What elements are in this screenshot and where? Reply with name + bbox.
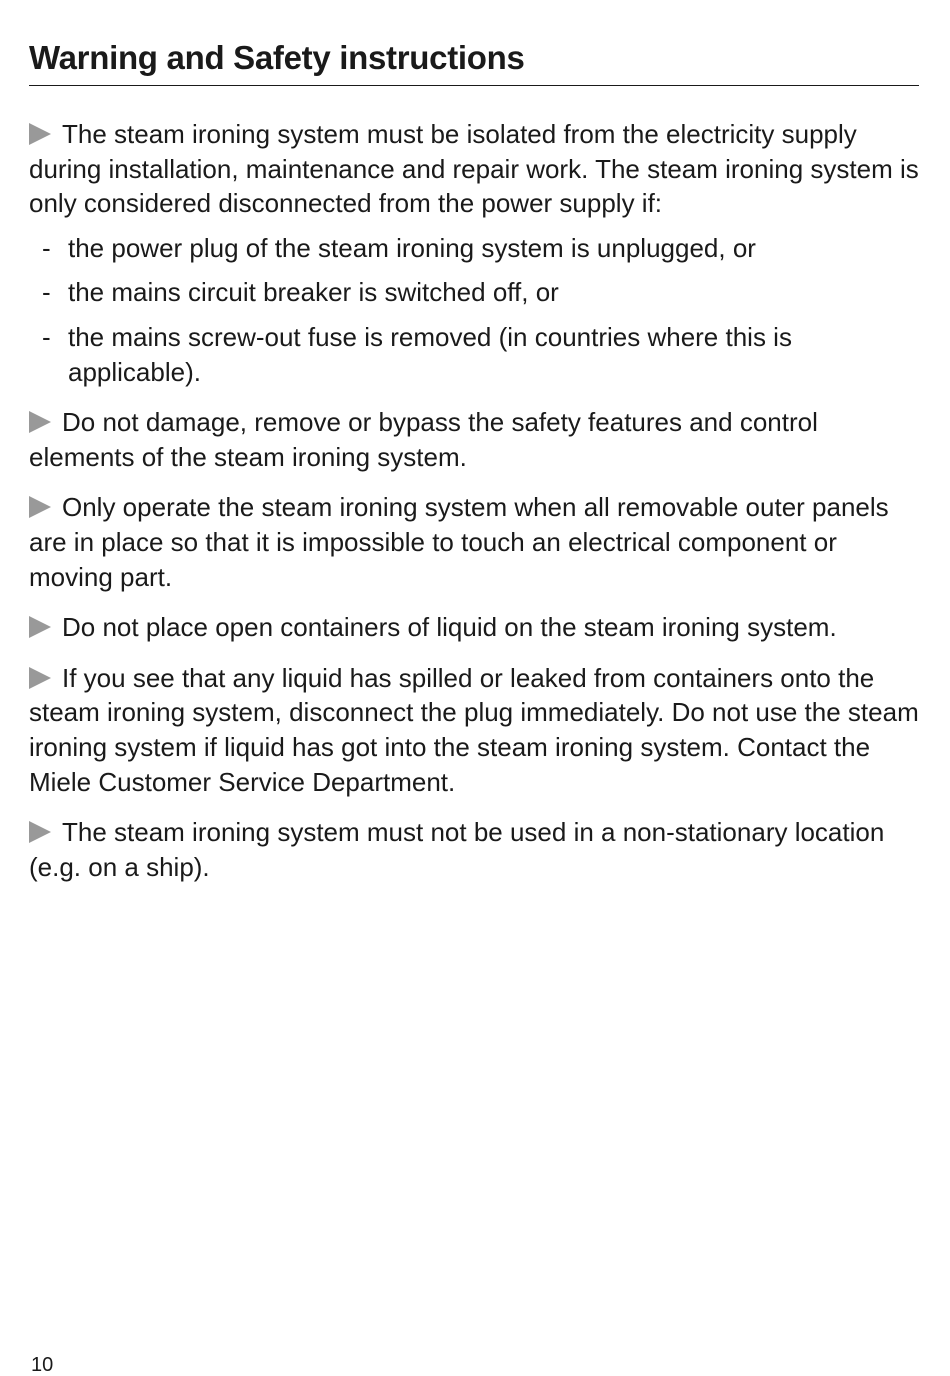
- list-dash: -: [42, 277, 51, 308]
- triangle-bullet-icon: [29, 667, 51, 689]
- triangle-bullet-icon: [29, 616, 51, 638]
- instruction-paragraph: [29, 815, 919, 884]
- instruction-text: The steam ironing system must not be used in a non-stationary location (e.g. on a ship).: [29, 817, 885, 882]
- instruction-paragraph: [29, 661, 919, 799]
- list-item-text: the power plug of the steam ironing system is unplugged, or: [68, 232, 756, 263]
- triangle-bullet-icon: [29, 123, 51, 145]
- page-number: 10: [31, 1354, 54, 1376]
- list-item: [29, 231, 919, 266]
- instruction-text: Do not damage, remove or bypass the safety features and control elements of the steam ironing system.: [29, 407, 818, 472]
- triangle-bullet-icon: [29, 821, 51, 843]
- list-item-text: the mains screw-out fuse is removed (in countries where this is applicable).: [68, 321, 792, 387]
- safety-instructions: [29, 117, 919, 884]
- list-dash: -: [42, 321, 51, 352]
- triangle-bullet-icon: [29, 411, 51, 433]
- instruction-paragraph: [29, 610, 919, 645]
- list-item: [29, 320, 919, 389]
- disconnection-conditions-list: [29, 231, 919, 389]
- document-page: [29, 0, 919, 900]
- triangle-bullet-icon: [29, 496, 51, 518]
- list-item-text: the mains circuit breaker is switched off, or: [68, 277, 559, 308]
- instruction-paragraph: [29, 405, 919, 474]
- instruction-text: The steam ironing system must be isolated from the electricity supply during installation, maintenance and repair work. The steam ironing system is only considered disconnected from the power supply if:: [29, 119, 919, 219]
- title-divider: [29, 85, 919, 86]
- instruction-text: If you see that any liquid has spilled or leaked from containers onto the steam ironing system, disconnect the plug immediately. Do not use the steam ironing system if liquid has got into the steam ironing system. Contact the Miele Customer Service Department.: [29, 662, 919, 797]
- instruction-text: Do not place open containers of liquid on the steam ironing system.: [62, 612, 837, 643]
- instruction-paragraph: [29, 490, 919, 594]
- instruction-text: Only operate the steam ironing system when all removable outer panels are in place so that it is impossible to touch an electrical component or moving part.: [29, 492, 889, 592]
- instruction-paragraph: [29, 117, 919, 221]
- list-item: [29, 275, 919, 310]
- page-title: Warning and Safety instructions: [29, 39, 525, 76]
- list-dash: -: [42, 232, 51, 263]
